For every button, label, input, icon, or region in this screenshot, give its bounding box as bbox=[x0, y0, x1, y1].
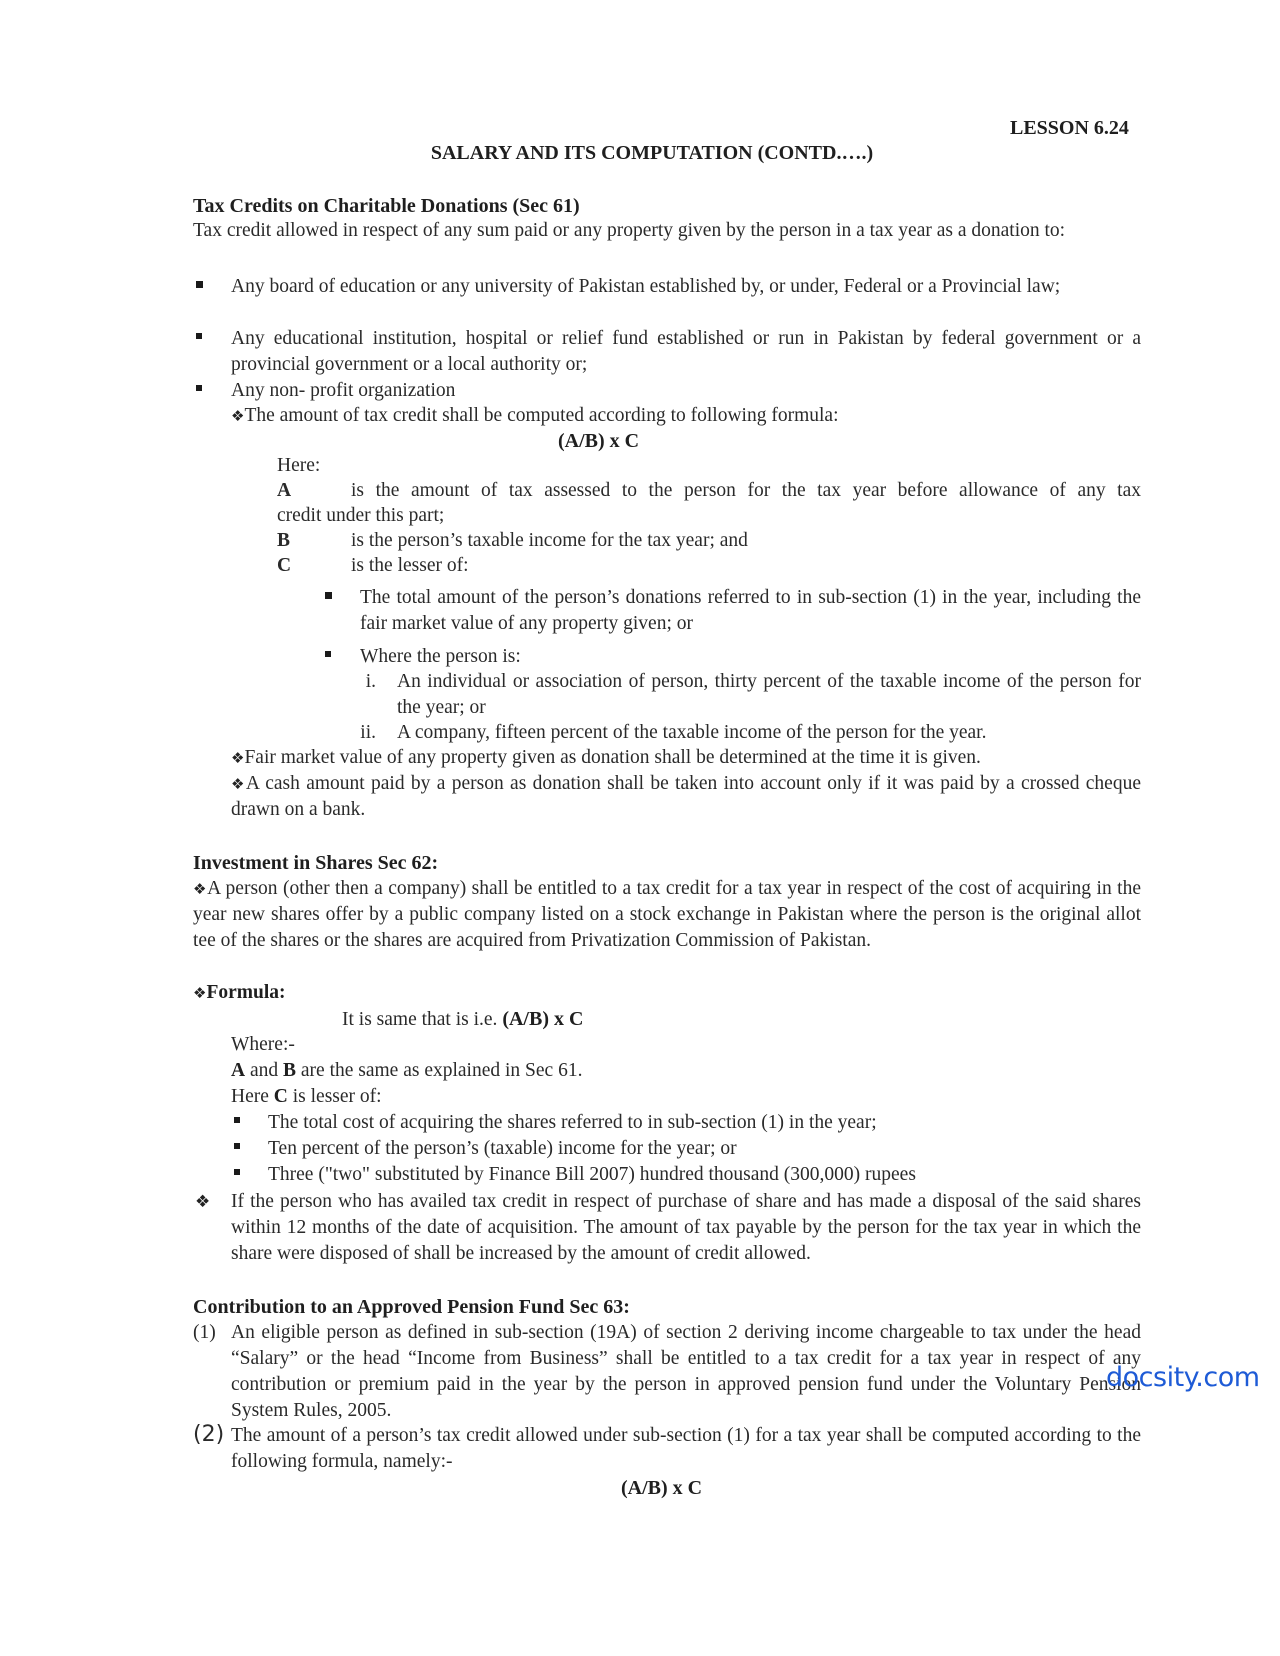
bullet-square-icon bbox=[234, 1169, 240, 1175]
sec63-item: An eligible person as defined in sub-section (19A) of section 2 deriving income chargeable to tax under the head “Salary” or the head “Income from Business” shall be entitled to a tax credit for a tax year in respect of any contribution or premium paid in the year by the person in approved pension fund under the Voluntary Pension System Rules, 2005. bbox=[231, 1322, 1141, 1421]
def-text-a-continued: credit under this part; bbox=[277, 505, 445, 526]
sec63-item-number: (1) bbox=[193, 1322, 216, 1343]
sec62-formula-label: ❖Formula: bbox=[193, 982, 286, 1003]
diamond-bullet-icon: ❖ bbox=[231, 407, 245, 425]
bullet-square-icon bbox=[234, 1143, 240, 1149]
sec62-paragraph: ❖A person (other then a company) shall be entitled to a tax credit for a tax year in respect of the cost of acquiring in the year new shares offer by a public company listed on a stock exchange in Pakistan where the person is the original allot tee of the shares or the shares are acquired from Privatization Commission of Pakistan. bbox=[193, 878, 1141, 951]
c-bullet: Where the person is: bbox=[360, 646, 521, 667]
roman-item: An individual or association of person, thirty percent of the taxable income of the person for the year; or bbox=[397, 671, 1141, 718]
diamond-bullet-icon: ❖ bbox=[231, 775, 246, 793]
roman-numeral: ii. bbox=[360, 722, 376, 743]
sec61-heading: Tax Credits on Charitable Donations (Sec 61) bbox=[193, 195, 580, 217]
sec62-heading: Investment in Shares Sec 62: bbox=[193, 852, 439, 874]
lesson-number: LESSON 6.24 bbox=[1010, 117, 1129, 139]
sec63-item: The amount of a person’s tax credit allowed under sub-section (1) for a tax year shall be computed according to the following formula, namely:- bbox=[231, 1425, 1141, 1472]
bullet-square-icon bbox=[325, 651, 331, 657]
def-text-b: is the person’s taxable income for the tax year; and bbox=[351, 530, 748, 551]
sec62-c-line: Here C is lesser of: bbox=[231, 1086, 382, 1107]
bullet-square-icon bbox=[196, 333, 202, 339]
sec61-formula: (A/B) x C bbox=[558, 430, 640, 452]
sec62-ab-line: A and B are the same as explained in Sec 61. bbox=[231, 1060, 583, 1081]
bullet-square-icon bbox=[234, 1117, 240, 1123]
diamond-bullet-icon: ❖ bbox=[195, 1192, 211, 1212]
def-label-a: A bbox=[277, 480, 292, 501]
sec61-bullet: Any non- profit organization bbox=[231, 380, 456, 401]
bullet-square-icon bbox=[196, 281, 203, 288]
sec61-bullet: Any educational institution, hospital or relief fund established or run in Pakistan by federal government or a provincial government or a local authority or; bbox=[231, 328, 1141, 375]
sec62-disposal: If the person who has availed tax credit in respect of purchase of share and has made a disposal of the said shares within 12 months of the date of acquisition. The amount of tax payable by the person for the tax year in which the share were disposed of shall be increased by the amount of credit allowed. bbox=[231, 1191, 1141, 1264]
sec61-intro: Tax credit allowed in respect of any sum paid or any property given by the person in a tax year as a donation to: bbox=[193, 220, 1066, 241]
bullet-square-icon bbox=[325, 592, 332, 599]
c-bullet: The total amount of the person’s donations referred to in sub-section (1) in the year, including the fair market value of any property given; or bbox=[360, 587, 1141, 634]
sec62-bullet: Ten percent of the person’s (taxable) income for the year; or bbox=[268, 1138, 737, 1159]
sec61-formula-note: ❖The amount of tax credit shall be computed according to following formula: bbox=[231, 405, 839, 426]
bullet-square-icon bbox=[196, 385, 202, 391]
sec62-bullet: Three ("two" substituted by Finance Bill 2007) hundred thousand (300,000) rupees bbox=[268, 1164, 916, 1185]
diamond-bullet-icon: ❖ bbox=[231, 749, 245, 767]
def-text-c: is the lesser of: bbox=[351, 555, 469, 576]
sec62-formula-line: It is same that is i.e. (A/B) x C bbox=[342, 1008, 584, 1030]
def-label-b: B bbox=[277, 530, 291, 551]
sec63-formula: (A/B) x C bbox=[621, 1477, 703, 1499]
roman-item: A company, fifteen percent of the taxable income of the person for the year. bbox=[397, 722, 987, 743]
def-label-c: C bbox=[277, 555, 292, 576]
sec61-note: ❖Fair market value of any property given as donation shall be determined at the time it is given. bbox=[231, 747, 981, 768]
sec63-heading: Contribution to an Approved Pension Fund Sec 63: bbox=[193, 1296, 630, 1318]
roman-numeral: i. bbox=[365, 671, 376, 692]
def-text-a: is the amount of tax assessed to the person for the tax year before allowance of any tax bbox=[351, 480, 1141, 501]
sec61-bullet: Any board of education or any university of Pakistan established by, or under, Federal or a Provincial law; bbox=[231, 276, 1061, 297]
page-title: SALARY AND ITS COMPUTATION (CONTD.….) bbox=[430, 142, 874, 164]
docsity-watermark: docsity.com bbox=[1106, 1362, 1260, 1393]
sec63-item-number: (2) bbox=[193, 1422, 225, 1447]
sec62-bullet: The total cost of acquiring the shares referred to in sub-section (1) in the year; bbox=[268, 1112, 877, 1133]
diamond-bullet-icon: ❖ bbox=[193, 984, 207, 1002]
sec61-note: ❖A cash amount paid by a person as donation shall be taken into account only if it was paid by a crossed cheque drawn on a bank. bbox=[231, 773, 1141, 820]
sec62-where: Where:- bbox=[231, 1034, 295, 1055]
sec61-here: Here: bbox=[277, 455, 321, 476]
diamond-bullet-icon: ❖ bbox=[193, 880, 208, 898]
